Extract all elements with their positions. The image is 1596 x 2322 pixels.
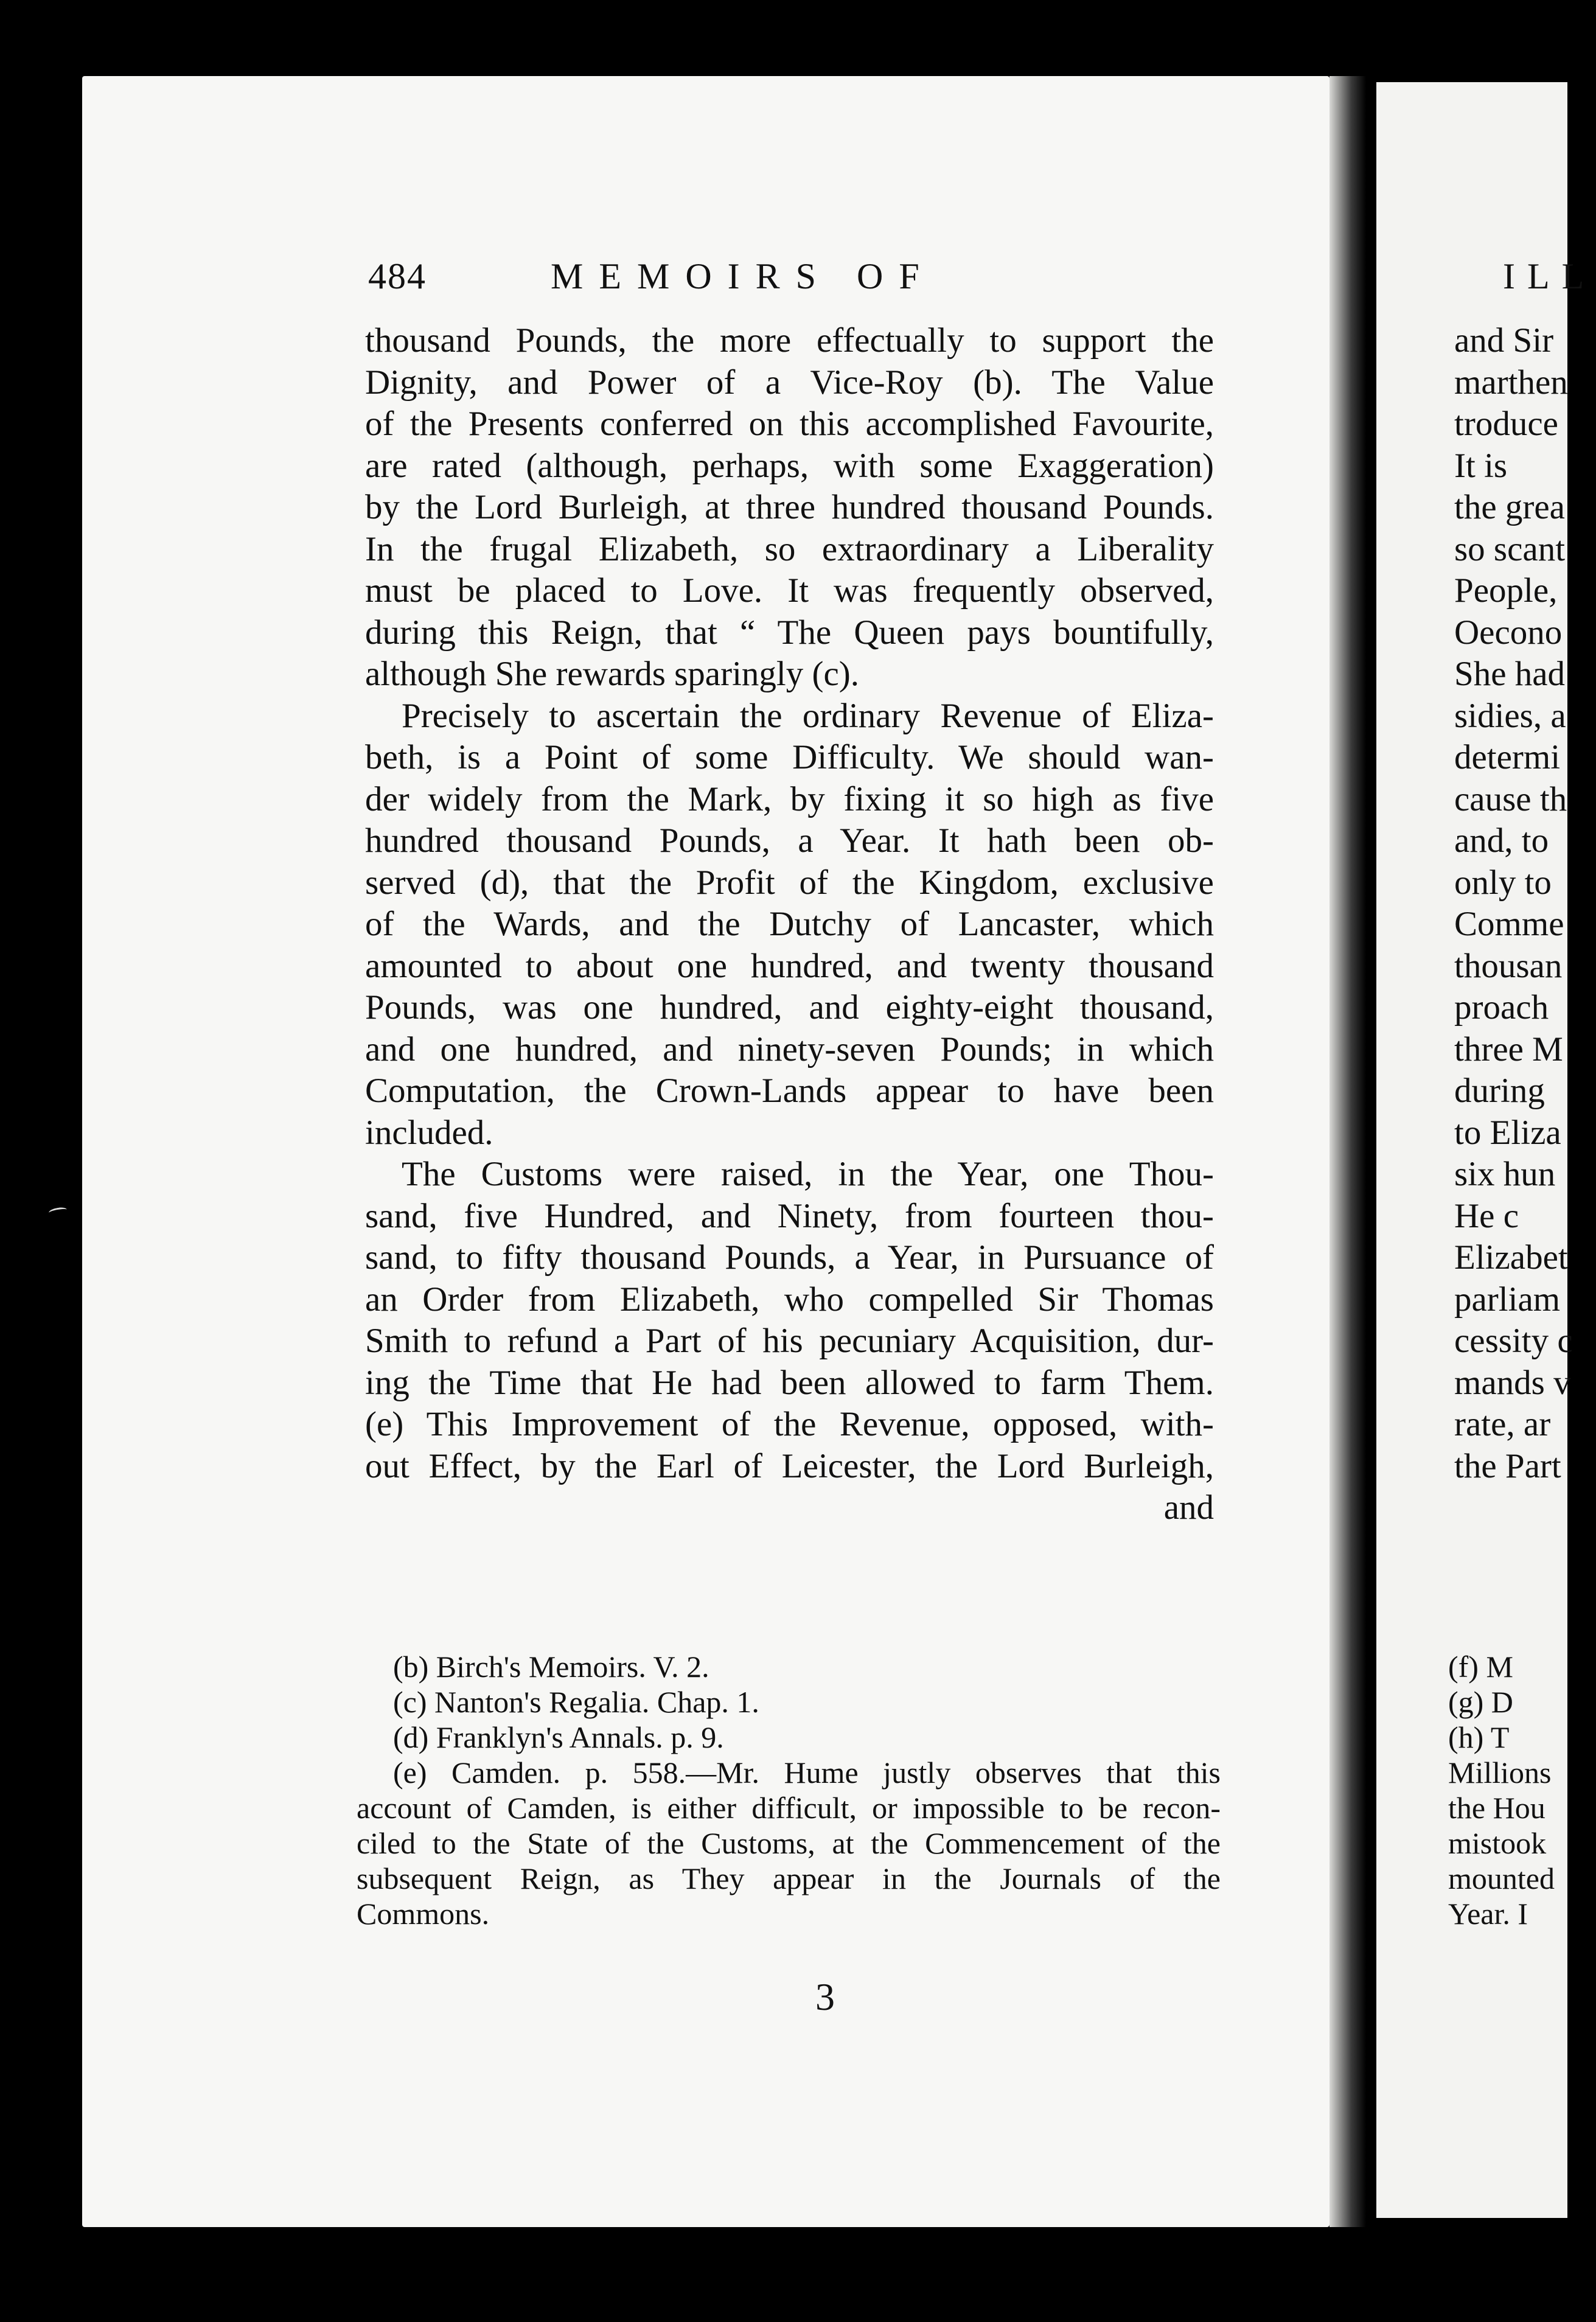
footnote: Year. I bbox=[1448, 1897, 1528, 1931]
text-line: cause th bbox=[1454, 779, 1567, 818]
text-line: sand, to fifty thousand Pounds, a Year, in Pursuance of bbox=[365, 1238, 1214, 1277]
text-line: Oecono bbox=[1454, 613, 1563, 652]
footnote: mounted bbox=[1448, 1861, 1555, 1895]
text-line: during this Reign, that “ The Queen pays bountifully, bbox=[365, 613, 1214, 652]
paragraph-start-line: Precisely to ascertain the ordinary Revenue of Eliza- bbox=[402, 696, 1214, 735]
book-gutter bbox=[1329, 76, 1366, 2227]
running-head: MEMOIRS OF bbox=[551, 256, 935, 296]
footnotes bbox=[357, 1649, 1221, 1931]
text-line: to Eliza bbox=[1454, 1113, 1561, 1152]
text-line: ing the Time that He had been allowed to farm Them. bbox=[365, 1363, 1214, 1402]
text-line: amounted to about one hundred, and twenty thousand bbox=[365, 946, 1214, 985]
text-line: and Sir bbox=[1454, 321, 1554, 360]
page-number: 484 bbox=[368, 256, 427, 296]
text-line: Elizabet bbox=[1454, 1238, 1568, 1277]
text-line: an Order from Elizabeth, who compelled Sir Thomas bbox=[365, 1280, 1214, 1319]
text-line: proach bbox=[1454, 988, 1549, 1027]
text-line: sidies, a bbox=[1454, 696, 1566, 735]
text-line: He c bbox=[1454, 1196, 1519, 1235]
text-line: mands v bbox=[1454, 1363, 1571, 1402]
text-line: the grea bbox=[1454, 488, 1565, 526]
text-line: It is bbox=[1454, 446, 1508, 485]
signature-mark: 3 bbox=[815, 1975, 835, 2018]
text-line: and, to bbox=[1454, 821, 1549, 860]
text-line: are rated (although, perhaps, with some Exaggeration) bbox=[365, 446, 1214, 485]
footnote: (g) D bbox=[1448, 1685, 1513, 1719]
text-line: parliam bbox=[1454, 1280, 1561, 1319]
text-line: three M bbox=[1454, 1030, 1563, 1069]
footnote-continuation: Commons. bbox=[357, 1897, 490, 1931]
text-line: although She rewards sparingly (c). bbox=[365, 655, 860, 693]
right-footnotes bbox=[1448, 1649, 1570, 1931]
text-line: during bbox=[1454, 1072, 1545, 1110]
text-line: Computation, the Crown-Lands appear to have been bbox=[365, 1072, 1214, 1110]
right-body-text bbox=[1454, 320, 1573, 1487]
text-line: only to bbox=[1454, 863, 1552, 902]
text-line: beth, is a Point of some Difficulty. We should wan- bbox=[365, 738, 1214, 776]
text-line: Pounds, was one hundred, and eighty-eight thousand, bbox=[365, 988, 1214, 1027]
text-line: Dignity, and Power of a Vice-Roy (b). The Value bbox=[365, 363, 1214, 402]
footnote-continuation: account of Camden, is either difficult, or impossible to be recon- bbox=[357, 1791, 1221, 1825]
text-line: thousan bbox=[1454, 946, 1563, 985]
footnote: (h) T bbox=[1448, 1720, 1510, 1754]
text-line: out Effect, by the Earl of Leicester, the Lord Burleigh, bbox=[365, 1446, 1214, 1485]
text-line: so scant bbox=[1454, 529, 1566, 568]
footnote-continuation: ciled to the State of the Customs, at the Commencement of the bbox=[357, 1826, 1221, 1860]
footnote: (d) Franklyn's Annals. p. 9. bbox=[393, 1720, 724, 1754]
footnote-continuation: subsequent Reign, as They appear in the Journals of the bbox=[357, 1861, 1221, 1895]
text-line: People, bbox=[1454, 571, 1558, 610]
right-running-head: ILL bbox=[1503, 256, 1596, 296]
text-line: six hun bbox=[1454, 1155, 1556, 1193]
text-line: der widely from the Mark, by fixing it so high as five bbox=[365, 779, 1214, 818]
text-line: determi bbox=[1454, 738, 1561, 776]
catchword: and bbox=[1163, 1488, 1214, 1527]
footnote: (b) Birch's Memoirs. V. 2. bbox=[393, 1650, 709, 1684]
text-line: rate, ar bbox=[1454, 1405, 1551, 1443]
text-line: the Part bbox=[1454, 1446, 1561, 1485]
scan-mark bbox=[48, 1206, 67, 1216]
footnote: (c) Nanton's Regalia. Chap. 1. bbox=[393, 1685, 759, 1719]
text-line: She had bbox=[1454, 655, 1566, 693]
footnote: (e) Camden. p. 558.—Mr. Hume justly observes that this bbox=[393, 1755, 1221, 1790]
footnote: the Hou bbox=[1448, 1791, 1545, 1825]
footnote: (f) M bbox=[1448, 1650, 1513, 1684]
text-line: of the Wards, and the Dutchy of Lancaster, which bbox=[365, 905, 1214, 943]
text-line: marthen bbox=[1454, 363, 1568, 402]
body-text bbox=[365, 320, 1214, 1529]
text-line: troduce bbox=[1454, 405, 1558, 443]
text-line: sand, five Hundred, and Ninety, from fourteen thou- bbox=[365, 1196, 1214, 1235]
text-line: included. bbox=[365, 1113, 493, 1152]
text-line: (e) This Improvement of the Revenue, opposed, with- bbox=[365, 1405, 1214, 1443]
text-line: served (d), that the Profit of the Kingdom, exclusive bbox=[365, 863, 1214, 902]
text-line: In the frugal Elizabeth, so extraordinary a Liberality bbox=[365, 529, 1214, 568]
text-line: by the Lord Burleigh, at three hundred thousand Pounds. bbox=[365, 488, 1214, 526]
text-line: of the Presents conferred on this accomplished Favourite, bbox=[365, 405, 1214, 443]
text-line: and one hundred, and ninety-seven Pounds; in which bbox=[365, 1030, 1214, 1069]
footnote: Millions bbox=[1448, 1755, 1552, 1790]
footnote: mistook bbox=[1448, 1826, 1547, 1860]
text-line: must be placed to Love. It was frequently observed, bbox=[365, 571, 1214, 610]
text-line: thousand Pounds, the more effectually to support the bbox=[365, 321, 1214, 360]
text-line: hundred thousand Pounds, a Year. It hath been ob- bbox=[365, 821, 1214, 860]
text-line: Smith to refund a Part of his pecuniary Acquisition, dur- bbox=[365, 1322, 1214, 1360]
text-line: cessity c bbox=[1454, 1322, 1573, 1360]
paragraph-start-line: The Customs were raised, in the Year, one Thou- bbox=[402, 1155, 1214, 1193]
text-line: Comme bbox=[1454, 905, 1564, 943]
